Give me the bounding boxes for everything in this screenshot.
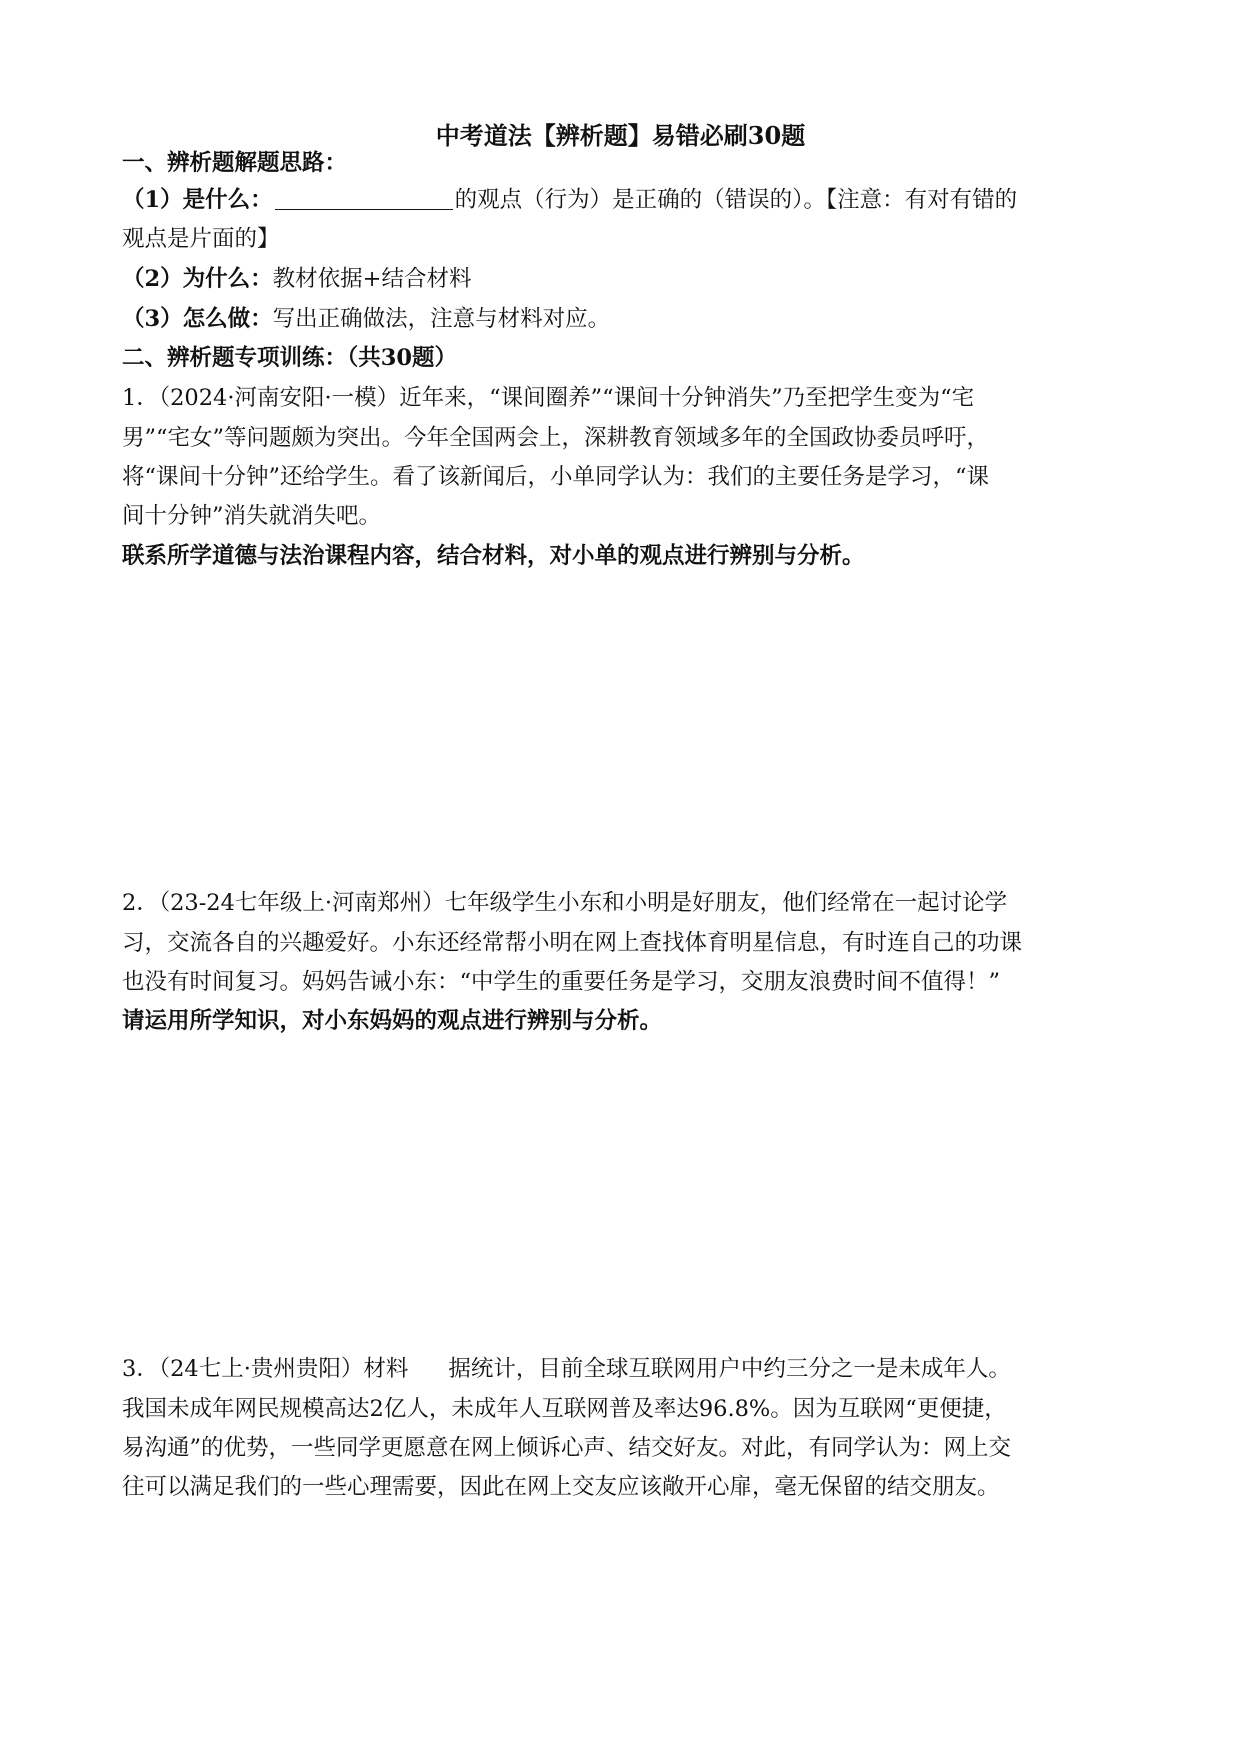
section2-heading: 二、辨析题专项训练：（共30题） bbox=[122, 345, 458, 371]
q2-prompt: 请运用所学知识，对小东妈妈的观点进行辨别与分析。 bbox=[122, 1008, 663, 1034]
q3-first-line bbox=[122, 1354, 1132, 1384]
q1-line: 男”“宅女”等问题颇为突出。今年全国两会上，深耕教育领域多年的全国政协委员呼吁， bbox=[122, 425, 990, 451]
step3-text: 写出正确做法，注意与材料对应。 bbox=[272, 306, 611, 332]
q1-line: 将“课间十分钟”还给学生。看了该新闻后，小单同学认为：我们的主要任务是学习，“课 bbox=[122, 464, 990, 490]
step1-label: （1）是什么： bbox=[122, 187, 273, 213]
q3-source: 3．（24七上·贵州贵阳）材料 bbox=[122, 1356, 409, 1382]
section1-heading: 一、辨析题解题思路： bbox=[122, 150, 348, 176]
q2-line: 习，交流各自的兴趣爱好。小东还经常帮小明在网上查找体育明星信息，有时连自己的功课 bbox=[122, 930, 1023, 956]
step2-label: （2）为什么： bbox=[122, 266, 273, 292]
q1-line: 1．（2024·河南安阳·一模）近年来，“课间圈养”“课间十分钟消失”乃至把学生变为“宅 bbox=[122, 385, 975, 411]
answer-blank bbox=[275, 187, 453, 210]
q1-prompt: 联系所学道德与法治课程内容，结合材料，对小单的观点进行辨别与分析。 bbox=[122, 543, 865, 569]
step2-line bbox=[122, 264, 1132, 294]
step2-text: 教材依据+结合材料 bbox=[272, 266, 472, 292]
q3-material-start: 据统计，目前全球互联网用户中约三分之一是未成年人。 bbox=[448, 1356, 1011, 1382]
q3-line: 我国未成年网民规模高达2亿人，未成年人互联网普及率达96.8%。因为互联网“更便捷， bbox=[122, 1396, 1007, 1422]
step1-text: 的观点（行为）是正确的（错误的）。【注意：有对有错的 bbox=[454, 187, 1018, 213]
step3-line bbox=[122, 304, 1132, 334]
step3-label: （3）怎么做： bbox=[122, 306, 273, 332]
step1-line bbox=[122, 185, 1132, 215]
q1-line: 间十分钟”消失就消失吧。 bbox=[122, 503, 382, 529]
step1-continuation: 观点是片面的】 bbox=[122, 226, 280, 252]
document-title: 中考道法【辨析题】易错必刷30题 bbox=[435, 121, 806, 150]
q3-line: 往可以满足我们的一些心理需要，因此在网上交友应该敞开心扉，毫无保留的结交朋友。 bbox=[122, 1474, 1000, 1500]
q2-line: 也没有时间复习。妈妈告诫小东：“中学生的重要任务是学习，交朋友浪费时间不值得！” bbox=[122, 969, 1001, 995]
q3-line: 易沟通”的优势，一些同学更愿意在网上倾诉心声、结交好友。对此，有同学认为：网上交 bbox=[122, 1435, 1012, 1461]
q2-line: 2．（23-24七年级上·河南郑州）七年级学生小东和小明是好朋友，他们经常在一起讨论学 bbox=[122, 890, 1008, 916]
